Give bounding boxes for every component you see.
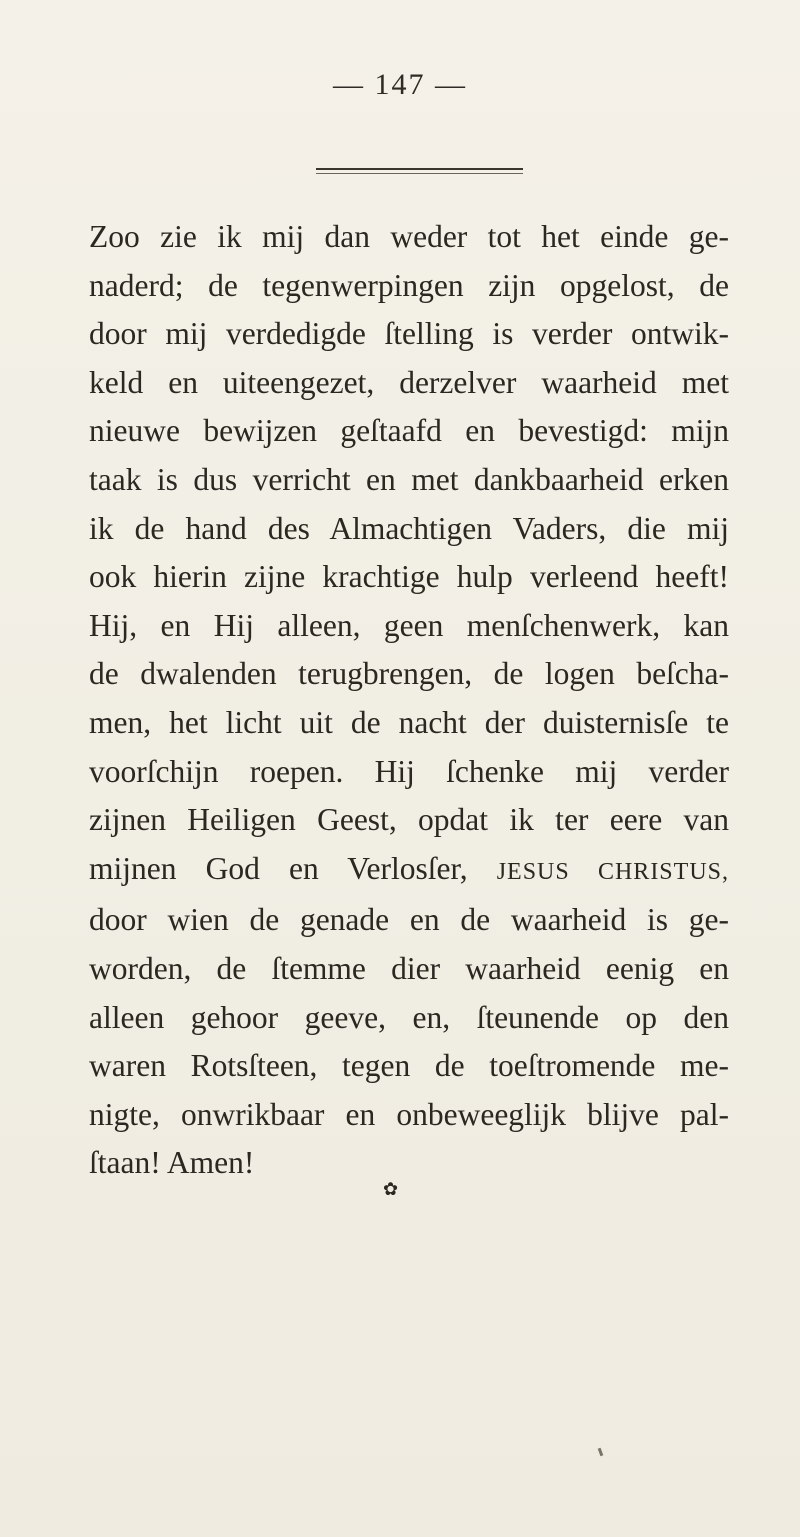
text-line: ook hierin zijne krachtige hulp verleend heeft! bbox=[89, 559, 729, 595]
text-line: Zoo zie ik mij dan weder tot het einde ge- bbox=[89, 219, 729, 254]
text-line: door wien de genade en de waarheid is ge- bbox=[89, 902, 729, 938]
text-line: voorſchijn roepen. Hij ſchenke mij verder bbox=[89, 753, 729, 789]
paper-speck bbox=[598, 1448, 604, 1457]
header-rule bbox=[316, 168, 523, 174]
text-line-final: ſtaan! Amen! bbox=[89, 1145, 255, 1181]
text-line: nieuwe bewijzen geſtaafd en bevestigd: mijn bbox=[89, 413, 729, 449]
text-line: door mij verdedigde ſtelling is verder ontwik- bbox=[89, 316, 729, 352]
text-line: zijnen Heiligen Geest, opdat ik ter eere van bbox=[89, 802, 729, 838]
page-body bbox=[89, 213, 729, 1188]
text-line: Hij, en Hij alleen, geen menſchenwerk, kan bbox=[89, 607, 729, 643]
flower-ornament-icon: ✿ bbox=[383, 1179, 399, 1200]
page-number: — 147 — bbox=[333, 68, 467, 101]
jesus-christus-smallcaps: JESUS CHRISTUS, bbox=[496, 858, 729, 885]
text-line: de dwalenden terugbrengen, de logen beſcha- bbox=[89, 656, 729, 692]
text-line: alleen gehoor geeve, en, ſteunende op den bbox=[89, 999, 729, 1035]
text-line: nigte, onwrikbaar en onbeweeglijk blijve pal- bbox=[89, 1096, 729, 1132]
text-line: men, het licht uit de nacht der duisternisſe te bbox=[89, 704, 729, 740]
text-line: waren Rotsſteen, tegen de toeſtromende me- bbox=[89, 1048, 729, 1084]
text-line-with-name bbox=[89, 845, 729, 897]
text-line: ik de hand des Almachtigen Vaders, die mij bbox=[89, 510, 729, 546]
text-line: worden, de ſtemme dier waarheid eenig en bbox=[89, 950, 729, 986]
text-line: keld en uiteengezet, derzelver waarheid met bbox=[89, 364, 729, 400]
text-line: taak is dus verricht en met dankbaarheid erken bbox=[89, 461, 729, 497]
text-line: naderd; de tegenwerpingen zijn opgelost, de bbox=[89, 267, 729, 303]
text-fragment: mijnen God en Verlosſer, bbox=[89, 850, 468, 886]
